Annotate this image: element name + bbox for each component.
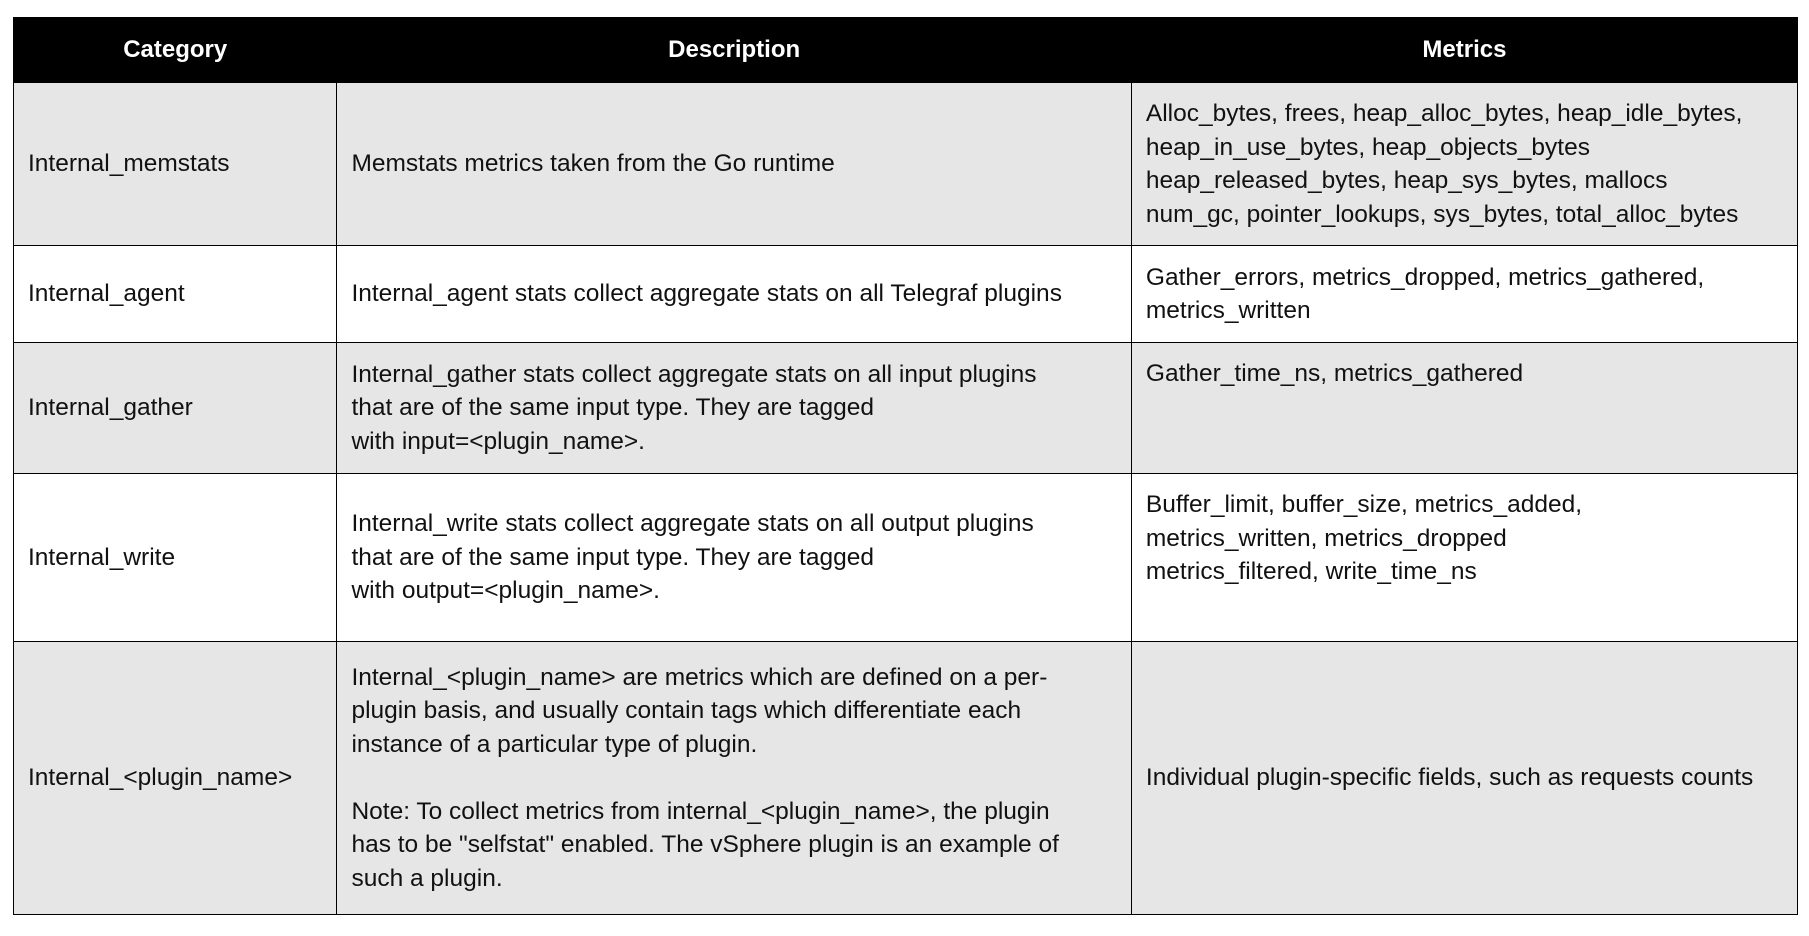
metrics-table [13,17,1798,915]
description-cell: Internal_write stats collect aggregate stats on all output plugins that are of the same input type. They are tagged with output=<plugin_name>. [337,474,1131,642]
table-row [14,246,1798,343]
metrics-cell: Gather_time_ns, metrics_gathered [1131,343,1797,474]
category-cell: Internal_<plugin_name> [14,642,337,915]
metrics-cell: Alloc_bytes, frees, heap_alloc_bytes, heap_idle_bytes, heap_in_use_bytes, heap_objects_bytes heap_released_bytes, heap_sys_bytes, mallocs num_gc, pointer_lookups, sys_bytes, total_alloc_bytes [1131,83,1797,246]
metrics-cell: Buffer_limit, buffer_size, metrics_added, metrics_written, metrics_dropped metrics_filtered, write_time_ns [1131,474,1797,642]
header-metrics: Metrics [1131,18,1797,83]
description-cell: Internal_<plugin_name> are metrics which are defined on a per- plugin basis, and usually contain tags which differentiate each instance of a particular type of plugin. Note: To collect metrics from internal_<plugin_name>, the plugin has to be "selfstat" enabled. The vSphere plugin is an example of such a plugin. [337,642,1131,915]
metrics-cell: Gather_errors, metrics_dropped, metrics_gathered, metrics_written [1131,246,1797,343]
category-cell: Internal_write [14,474,337,642]
table-row [14,83,1798,246]
header-row [14,18,1798,83]
category-cell: Internal_agent [14,246,337,343]
description-cell: Internal_gather stats collect aggregate stats on all input plugins that are of the same input type. They are tagged with input=<plugin_name>. [337,343,1131,474]
header-category: Category [14,18,337,83]
category-cell: Internal_gather [14,343,337,474]
description-cell: Memstats metrics taken from the Go runtime [337,83,1131,246]
table-row [14,642,1798,915]
table-row [14,343,1798,474]
table-row [14,474,1798,642]
category-cell: Internal_memstats [14,83,337,246]
description-cell: Internal_agent stats collect aggregate stats on all Telegraf plugins [337,246,1131,343]
metrics-cell: Individual plugin-specific fields, such as requests counts [1131,642,1797,915]
header-description: Description [337,18,1131,83]
